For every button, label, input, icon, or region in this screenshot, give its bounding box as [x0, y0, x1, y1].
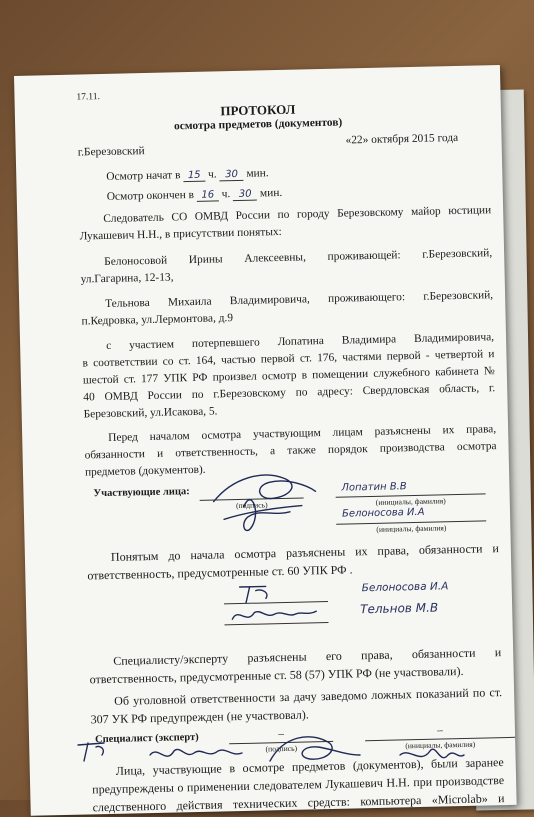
bottom-signatures [70, 725, 470, 785]
victim-line-5: Березовский, ул.Исакова, 5. [83, 405, 218, 421]
start-minute-value: 30 [219, 169, 243, 182]
end-time-row: Осмотр окончен в 16 ч. 30 мин. [106, 186, 283, 203]
specialist-rights-line-2: ответственность, предусмотренные ст. 58 (57) УПК РФ (не участвовали). [89, 663, 464, 687]
witness-signatures [225, 577, 326, 629]
document-page [14, 65, 517, 816]
place: г.Березовский [77, 145, 145, 159]
specialist-signature-caption: (подпись) [265, 743, 298, 754]
investigator-line-2: Лукашевич Н.Н., в присутствии понятых: [79, 225, 282, 243]
end-minute-value: 30 [233, 189, 257, 202]
technical-line-3: следственного действия технических средств: компьютера «Microlab» и [92, 791, 505, 815]
participant-signature [203, 465, 325, 540]
witness-2-line-1: Тельнова Михаила Владимировича, проживающего: г.Березовский, [105, 289, 494, 310]
handwritten-participant-name: Лопатин В.В [341, 481, 407, 494]
technical-line-1: Лица, участвующие в осмотре предметов (документов), были заранее [115, 755, 504, 778]
document-title: ПРОТОКОЛ [220, 101, 296, 119]
start-hour-value: 15 [183, 170, 205, 182]
witness-2-line-2: п.Кедровка, ул.Лермонтова, д.9 [81, 312, 234, 328]
signature-caption: (подпись) [235, 500, 268, 511]
date-day: 22 [351, 134, 363, 147]
document-subtitle: осмотра предметов (документов) [173, 116, 343, 133]
witness-rights-line-1: Понятым до начала осмотра разъяснены их права, обязанности и [110, 541, 499, 564]
end-hour-value: 16 [197, 189, 219, 201]
witness-rights-line-2: ответственность, предусмотренные ст. 60 УПК РФ . [87, 562, 353, 583]
rights-line-3: предметов (документов). [84, 463, 206, 479]
rights-line-2: обязанности и ответственность, а также порядок производства осмотра [84, 440, 497, 462]
liability-line-2: 307 УК РФ предупрежден (не участвовал). [90, 707, 309, 727]
victim-line-2: в соответствии со ст. 164, частью первой ст. 176, частями первой - четвертой и [82, 348, 495, 370]
witness-1-line-2: ул.Гагарина, 12-13, [80, 271, 174, 286]
specialist-label: Специалист (эксперт) [94, 731, 199, 746]
rights-line-1: Перед началом осмотра участвующим лицам разъяснены их права, [108, 423, 497, 444]
victim-line-4: 40 ОМВД России по г.Березовскому по адресу: Свердловская область, г. [83, 382, 496, 404]
specialist-name-dash: – [436, 724, 443, 737]
witness-1-line-1: Белоносовой Ирины Алексеевны, проживающей: г.Березовский, [104, 247, 493, 268]
liability-line-1: Об уголовной ответственности за дачу заведомо ложных показаний по ст. [114, 685, 503, 708]
technical-line-2: предупреждены о применении следователем Лукашевич Н.Н. при производстве [92, 773, 505, 797]
participants-label: Участвующие лица: [93, 486, 190, 500]
victim-line-1: с участием потерпевшего Лопатина Владимира Владимировича, [106, 331, 495, 352]
stamp-number: 17.11. [76, 92, 101, 103]
start-time-row: Осмотр начат в 15 ч. 30 мин. [106, 167, 269, 183]
specialist-initials-caption: (инициалы, фамилия) [405, 739, 476, 751]
initials-caption: (инициалы, фамилия) [375, 496, 446, 507]
document-date: «22» октября 2015 года [345, 131, 459, 147]
handwritten-witness-name-3: Тельнов М.В [360, 600, 439, 617]
initials-caption-2: (инициалы, фамилия) [376, 523, 447, 534]
handwritten-witness-name-2: Белоносова И.А [361, 580, 449, 595]
specialist-signature-dash: – [278, 728, 284, 741]
handwritten-witness-name-1: Белоносова И.А [341, 506, 425, 520]
specialist-rights-line-1: Специалисту/эксперту разъяснены его права, обязанности и [113, 645, 502, 668]
victim-line-3: шестой ст. 177 УПК РФ произвел осмотр в помещении служебного кабинета № [82, 365, 495, 387]
investigator-line-1: Следователь СО ОМВД России по городу Березовскому майор юстиции [103, 204, 492, 226]
